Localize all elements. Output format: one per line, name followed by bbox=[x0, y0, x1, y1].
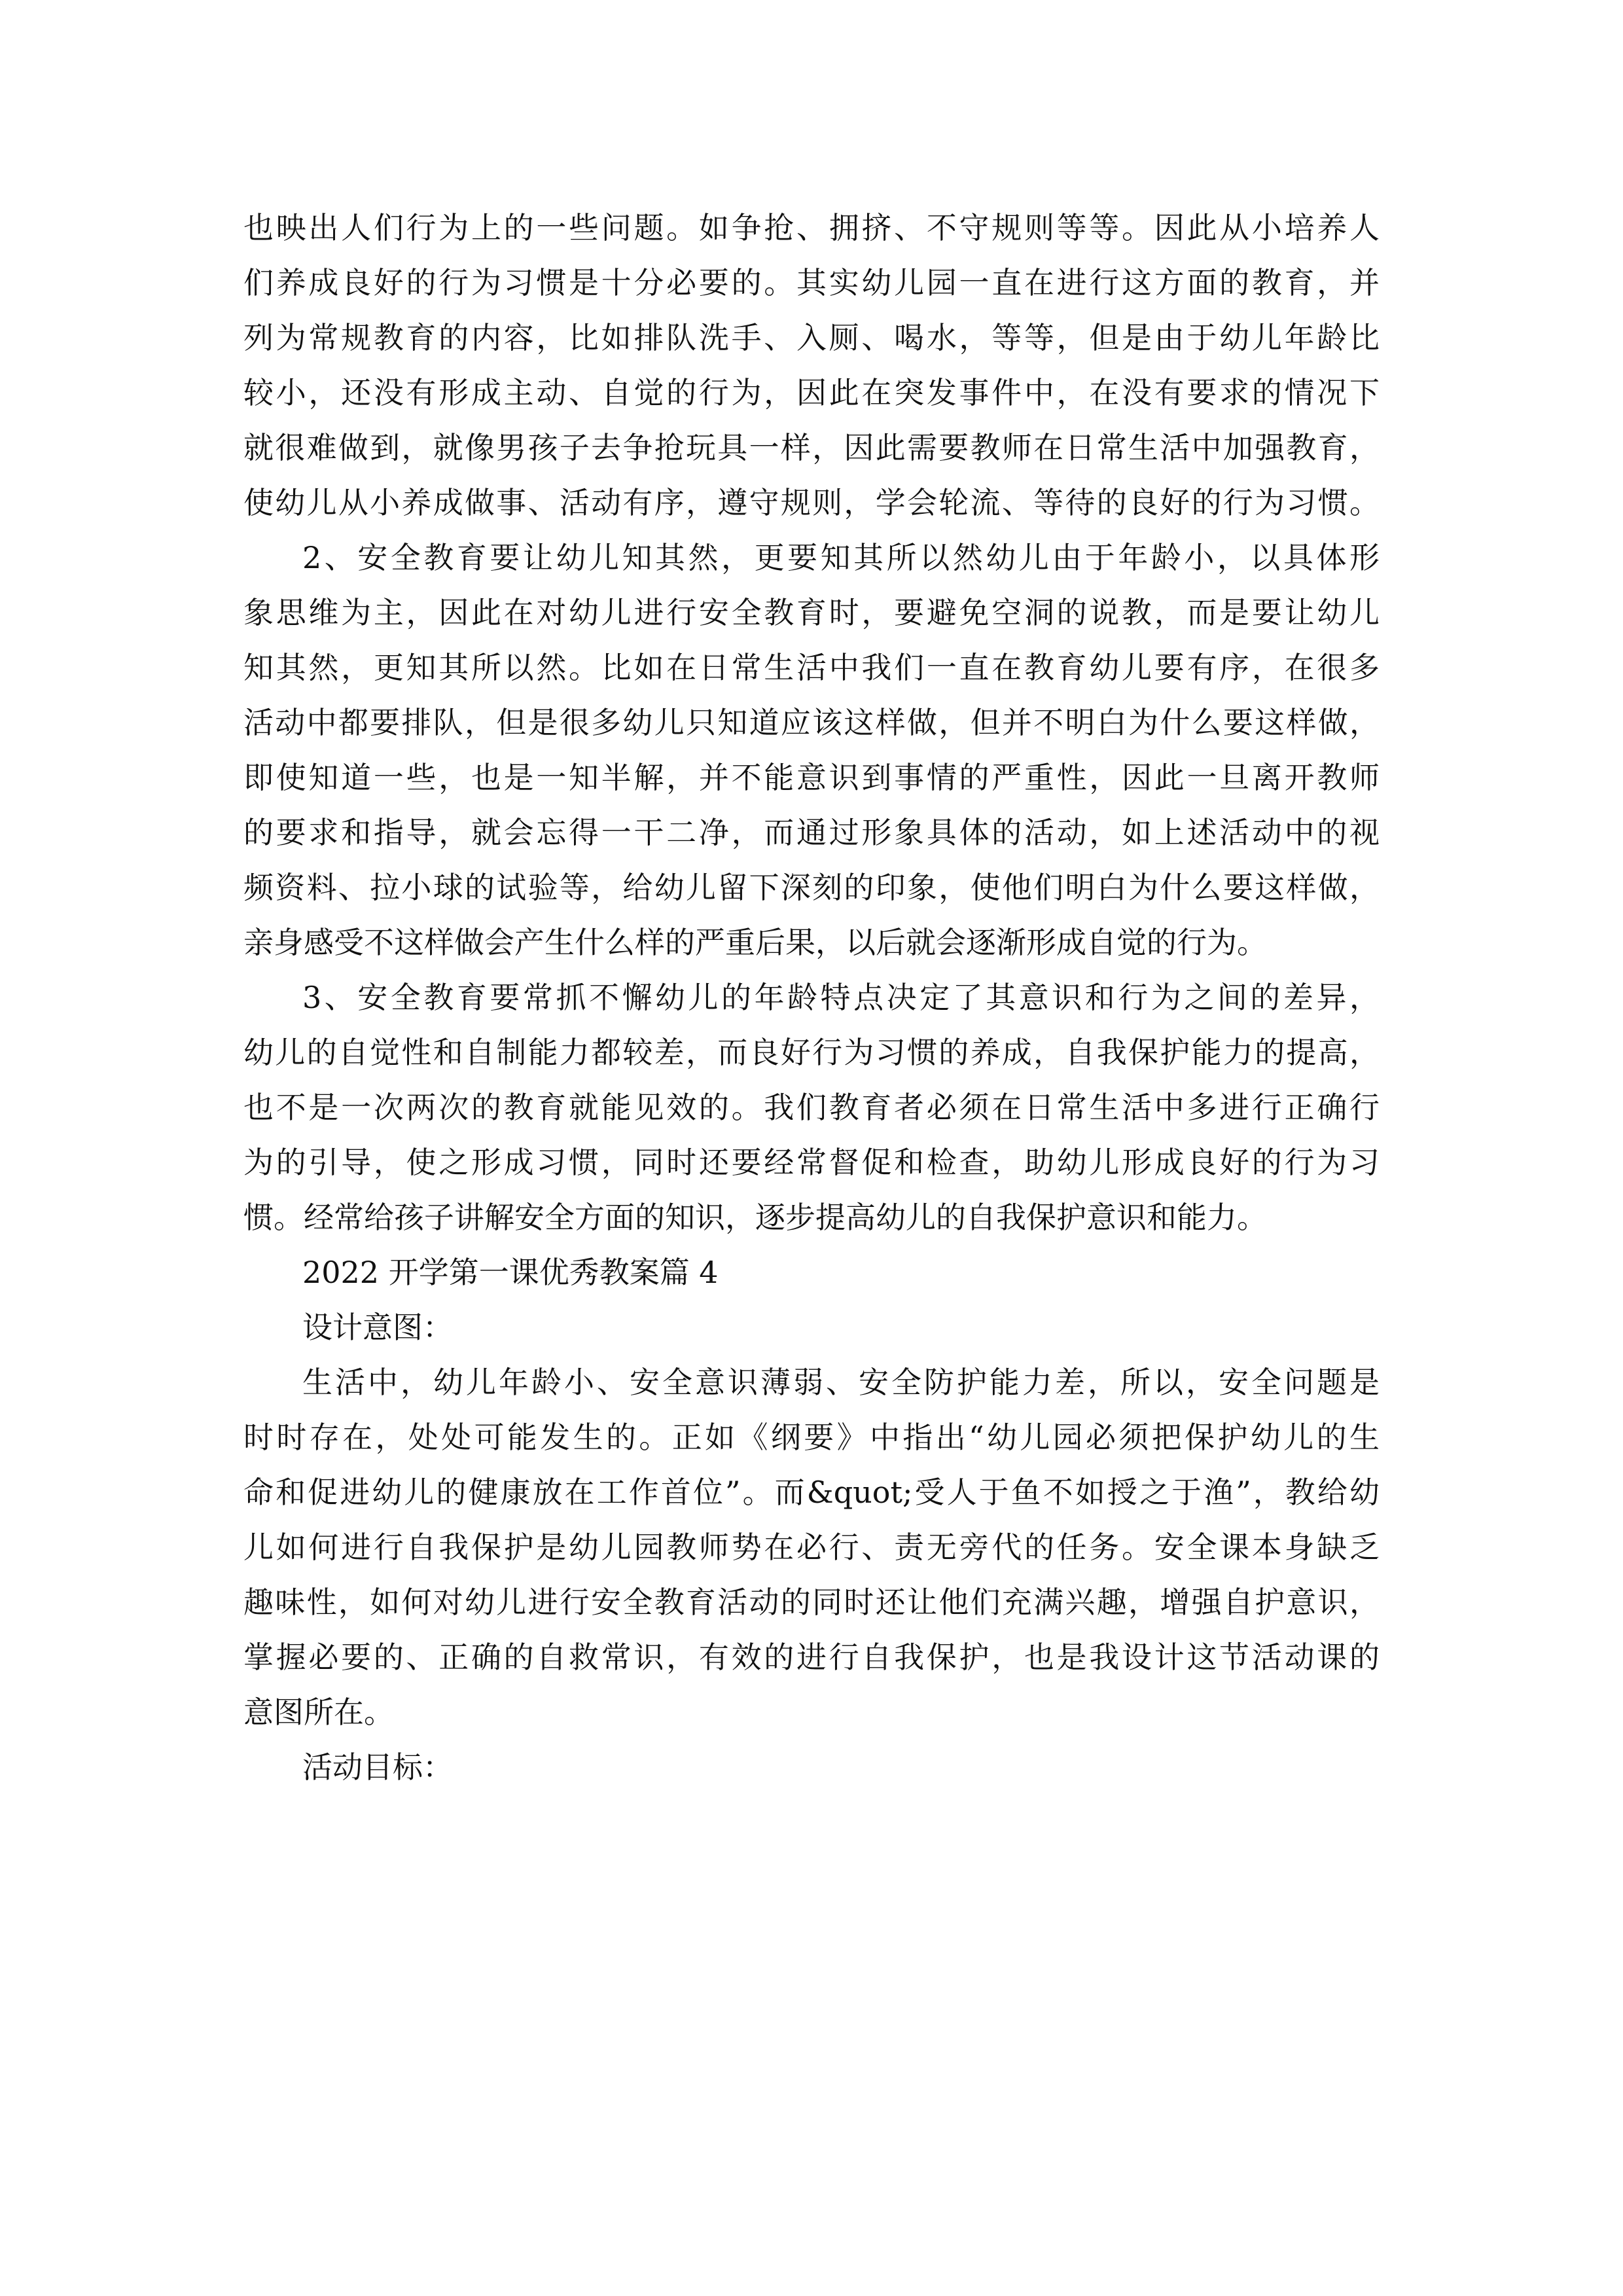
paragraph-line: 为的引导，使之形成习惯，同时还要经常督促和检查，助幼儿形成良好的行为习 bbox=[243, 1145, 1380, 1180]
paragraph-line: 象思维为主，因此在对幼儿进行安全教育时，要避免空洞的说教，而是要让幼儿 bbox=[243, 595, 1380, 630]
paragraph-line: 掌握必要的、正确的自救常识，有效的进行自我保护，也是我设计这节活动课的 bbox=[243, 1640, 1380, 1675]
paragraph-line: 的要求和指导，就会忘得一干二净，而通过形象具体的活动，如上述活动中的视 bbox=[243, 815, 1380, 850]
subheading: 设计意图： bbox=[302, 1310, 453, 1345]
paragraph-line: 意图所在。 bbox=[243, 1695, 394, 1730]
paragraph-line: 也不是一次两次的教育就能见效的。我们教育者必须在日常生活中多进行正确行 bbox=[243, 1090, 1380, 1125]
paragraph-line: 2、安全教育要让幼儿知其然，更要知其所以然幼儿由于年龄小，以具体形 bbox=[302, 540, 1380, 575]
paragraph-line: 频资料、拉小球的试验等，给幼儿留下深刻的印象，使他们明白为什么要这样做， bbox=[243, 870, 1380, 905]
paragraph-line: 亲身感受不这样做会产生什么样的严重后果，以后就会逐渐形成自觉的行为。 bbox=[243, 925, 1267, 960]
paragraph-line: 幼儿的自觉性和自制能力都较差，而良好行为习惯的养成，自我保护能力的提高， bbox=[243, 1035, 1380, 1070]
paragraph-line: 即使知道一些，也是一知半解，并不能意识到事情的严重性，因此一旦离开教师 bbox=[243, 760, 1380, 795]
paragraph-line: 活动中都要排队，但是很多幼儿只知道应该这样做，但并不明白为什么要这样做， bbox=[243, 705, 1380, 740]
paragraph-line: 知其然，更知其所以然。比如在日常生活中我们一直在教育幼儿要有序，在很多 bbox=[243, 650, 1380, 685]
paragraph-line: 趣味性，如何对幼儿进行安全教育活动的同时还让他们充满兴趣，增强自护意识， bbox=[243, 1585, 1380, 1620]
paragraph-line: 命和促进幼儿的健康放在工作首位”。而&quot;受人于鱼不如授之于渔”，教给幼 bbox=[243, 1475, 1380, 1510]
paragraph-line: 使幼儿从小养成做事、活动有序，遵守规则，学会轮流、等待的良好的行为习惯。 bbox=[243, 485, 1380, 520]
paragraph-line: 们养成良好的行为习惯是十分必要的。其实幼儿园一直在进行这方面的教育，并 bbox=[243, 265, 1380, 300]
paragraph-line: 生活中，幼儿年龄小、安全意识薄弱、安全防护能力差，所以，安全问题是 bbox=[302, 1365, 1380, 1400]
paragraph-line: 时时存在，处处可能发生的。正如《纲要》中指出“幼儿园必须把保护幼儿的生 bbox=[243, 1420, 1380, 1455]
paragraph-line: 也映出人们行为上的一些问题。如争抢、拥挤、不守规则等等。因此从小培养人 bbox=[243, 210, 1380, 245]
subheading: 活动目标： bbox=[302, 1749, 453, 1785]
paragraph-line: 列为常规教育的内容，比如排队洗手、入厕、喝水，等等，但是由于幼儿年龄比 bbox=[243, 320, 1380, 355]
paragraph-line: 就很难做到，就像男孩子去争抢玩具一样，因此需要教师在日常生活中加强教育， bbox=[243, 430, 1380, 465]
paragraph-line: 较小，还没有形成主动、自觉的行为，因此在突发事件中，在没有要求的情况下 bbox=[243, 375, 1380, 410]
paragraph-line: 3、安全教育要常抓不懈幼儿的年龄特点决定了其意识和行为之间的差异， bbox=[302, 980, 1380, 1015]
paragraph-line: 惯。经常给孩子讲解安全方面的知识，逐步提高幼儿的自我保护意识和能力。 bbox=[243, 1200, 1267, 1235]
paragraph-line: 儿如何进行自我保护是幼儿园教师势在必行、责无旁代的任务。安全课本身缺乏 bbox=[243, 1530, 1380, 1565]
section-heading: 2022 开学第一课优秀教案篇 4 bbox=[302, 1255, 719, 1290]
